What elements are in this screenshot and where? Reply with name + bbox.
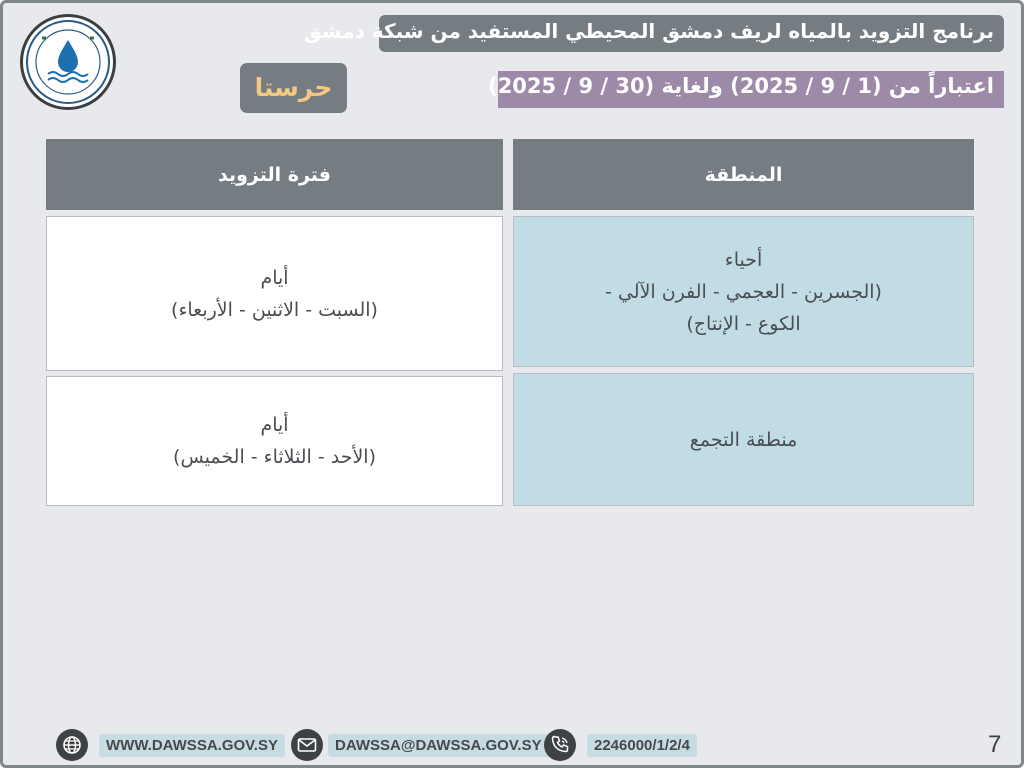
mail-icon <box>291 729 323 761</box>
organization-logo <box>20 14 116 110</box>
period-line: (السبت - الاثنين - الأربعاء) <box>171 298 378 321</box>
phone-icon <box>544 729 576 761</box>
region-line: (الجسرين - العجمي - الفرن الآلي - <box>605 280 882 303</box>
region-line: أحياء <box>724 248 763 271</box>
city-label: حرستا <box>240 63 347 113</box>
table-row-1-region <box>513 216 974 367</box>
table-row-2-region <box>513 373 974 506</box>
water-drop-logo-icon <box>24 18 112 106</box>
email-link[interactable]: DAWSSA@DAWSSA.GOV.SY <box>328 734 549 757</box>
date-range-banner: اعتباراً من (1 / 9 / 2025) ولغاية (30 / 9 / 2025) <box>498 71 1004 108</box>
page-title: برنامج التزويد بالمياه لريف دمشق المحيطي المستفيد من شبكة دمشق <box>379 15 1004 52</box>
period-line: أيام <box>260 414 289 436</box>
table-row-2-period <box>46 376 503 506</box>
column-header-region <box>513 139 974 210</box>
website-link[interactable]: WWW.DAWSSA.GOV.SY <box>99 734 285 757</box>
footer-website <box>56 729 285 761</box>
footer-email <box>291 729 549 761</box>
region-line: منطقة التجمع <box>689 428 798 451</box>
column-header-period <box>46 139 503 210</box>
globe-icon <box>56 729 88 761</box>
period-line: (الأحد - الثلاثاء - الخميس) <box>173 446 376 468</box>
period-line: أيام <box>260 266 289 289</box>
footer-phone <box>544 729 697 761</box>
table-row-1-period <box>46 216 503 371</box>
region-line: الكوع - الإنتاج) <box>686 312 801 335</box>
column-header-region-label: المنطقة <box>704 163 783 186</box>
phone-number[interactable]: 2246000/1/2/4 <box>587 734 697 757</box>
page-number: 7 <box>988 731 1002 758</box>
column-header-period-label: فترة التزويد <box>218 163 331 186</box>
